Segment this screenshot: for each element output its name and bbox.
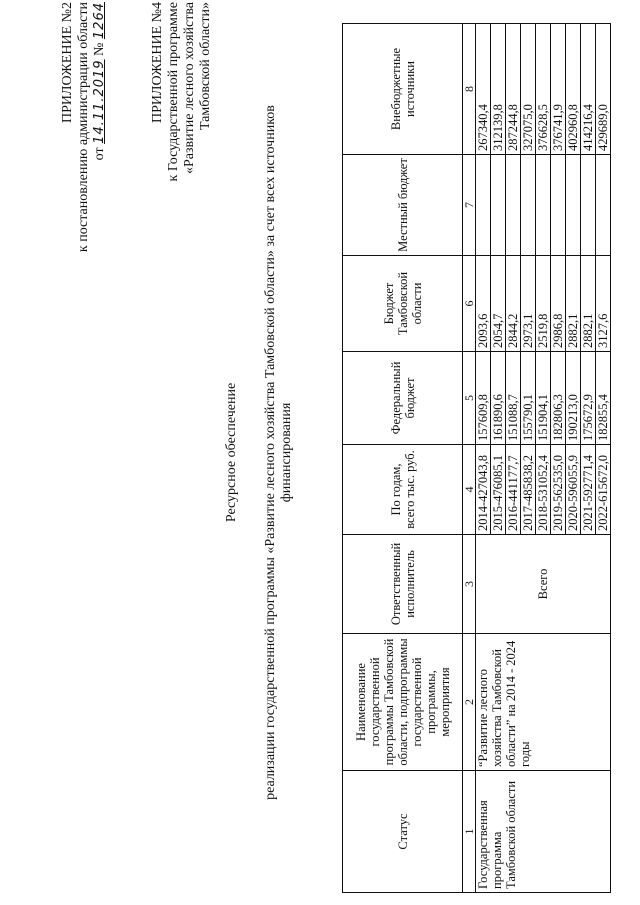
header-extra: Внебюджетные источники: [343, 24, 463, 155]
cell-federal: 157609,8: [476, 352, 491, 445]
cell-federal: 190213,0: [566, 352, 581, 445]
cell-regional: 3127,6: [596, 256, 611, 352]
row-status: Государственная программа Тамбовской области: [476, 771, 611, 893]
cell-years: 2022-615672,0: [596, 445, 611, 535]
header-regional: Бюджет Тамбовской области: [343, 256, 463, 352]
cell-federal: 175672,9: [581, 352, 596, 445]
attachment-4-line2: «Развитие лесного хозяйства: [182, 2, 197, 175]
decree-number: 1264: [92, 2, 107, 40]
number-prefix: №: [92, 42, 107, 56]
cell-federal: 161890,6: [491, 352, 506, 445]
table-header-row: [343, 24, 463, 893]
cell-years: 2015-476085,1: [491, 445, 506, 535]
column-number: 4: [463, 445, 476, 535]
attachment-2-title: ПРИЛОЖЕНИЕ №2: [60, 2, 75, 123]
cell-local: [491, 155, 506, 256]
date-prefix: от: [92, 147, 107, 161]
cell-local: [476, 155, 491, 256]
column-number: 3: [463, 535, 476, 634]
column-number: 7: [463, 155, 476, 256]
header-years: По годам, всего тыс. руб.: [343, 445, 463, 535]
attachment-2-decree-line: к постановлению администрации области: [76, 2, 91, 253]
header-executor: Ответственный исполнитель: [343, 535, 463, 634]
cell-years: 2018-531052,4: [536, 445, 551, 535]
row-executor: Всего: [476, 535, 611, 634]
cell-regional: 2882,1: [581, 256, 596, 352]
cell-years: 2017-485838,2: [521, 445, 536, 535]
column-number-row: [463, 24, 476, 893]
attachment-4-line3: Тамбовской области»: [198, 2, 213, 131]
column-number: 5: [463, 352, 476, 445]
cell-federal: 182855,4: [596, 352, 611, 445]
resource-table: [342, 23, 611, 893]
cell-local: [506, 155, 521, 256]
heading-line1: Ресурсное обеспечение: [224, 382, 239, 523]
attachment-4-line1: к Государственной программе: [166, 2, 181, 182]
attachment-2-block: [60, 2, 108, 252]
cell-years: 2014-427043,8: [476, 445, 491, 535]
cell-local: [521, 155, 536, 256]
cell-years: 2020-596055,9: [566, 445, 581, 535]
column-number: 6: [463, 256, 476, 352]
cell-regional: 2986,8: [551, 256, 566, 352]
cell-local: [551, 155, 566, 256]
column-number: 8: [463, 24, 476, 155]
cell-extra: 376628,5: [536, 24, 551, 155]
cell-extra: 312139,8: [491, 24, 506, 155]
cell-regional: 2519,8: [536, 256, 551, 352]
cell-extra: 287244,8: [506, 24, 521, 155]
cell-extra: 414216,4: [581, 24, 596, 155]
cell-years: 2019-562535,0: [551, 445, 566, 535]
cell-years: 2016-441177,7: [506, 445, 521, 535]
column-number: 1: [463, 771, 476, 893]
cell-federal: 182806,3: [551, 352, 566, 445]
attachment-4-title: ПРИЛОЖЕНИЕ №4: [150, 2, 165, 123]
cell-federal: 151904,1: [536, 352, 551, 445]
cell-years: 2021-592771,4: [581, 445, 596, 535]
cell-extra: 327075,0: [521, 24, 536, 155]
column-number: 2: [463, 634, 476, 771]
cell-federal: 151088,7: [506, 352, 521, 445]
cell-local: [566, 155, 581, 256]
cell-extra: 376741,9: [551, 24, 566, 155]
header-name: Наименование государственной программы Тамбовской области, подпрограммы государственной программы, мероприятия: [343, 634, 463, 771]
attachment-2-date-line: [92, 2, 108, 252]
cell-regional: 2882,1: [566, 256, 581, 352]
table-row: [476, 24, 491, 893]
row-program-name: “Развитие лесного хозяйства Тамбовской области” на 2014 - 2024 годы: [476, 634, 611, 771]
heading-line3: финансирования: [279, 402, 294, 503]
cell-regional: 2054,7: [491, 256, 506, 352]
header-local: Местный бюджет: [343, 155, 463, 256]
attachment-4-block: [150, 2, 214, 181]
cell-federal: 155790,1: [521, 352, 536, 445]
cell-local: [536, 155, 551, 256]
cell-extra: 402960,8: [566, 24, 581, 155]
cell-regional: 2093,6: [476, 256, 491, 352]
cell-local: [596, 155, 611, 256]
header-status: Статус: [343, 771, 463, 893]
cell-local: [581, 155, 596, 256]
decree-date: 14.11.2019: [92, 59, 107, 144]
cell-extra: 429689,0: [596, 24, 611, 155]
cell-extra: 267340,4: [476, 24, 491, 155]
cell-regional: 2973,1: [521, 256, 536, 352]
heading-line2: реализации государственной программы «Развитие лесного хозяйства Тамбовской области» за счет всех источников: [263, 105, 278, 800]
cell-regional: 2844,2: [506, 256, 521, 352]
header-federal: Федеральный бюджет: [343, 352, 463, 445]
